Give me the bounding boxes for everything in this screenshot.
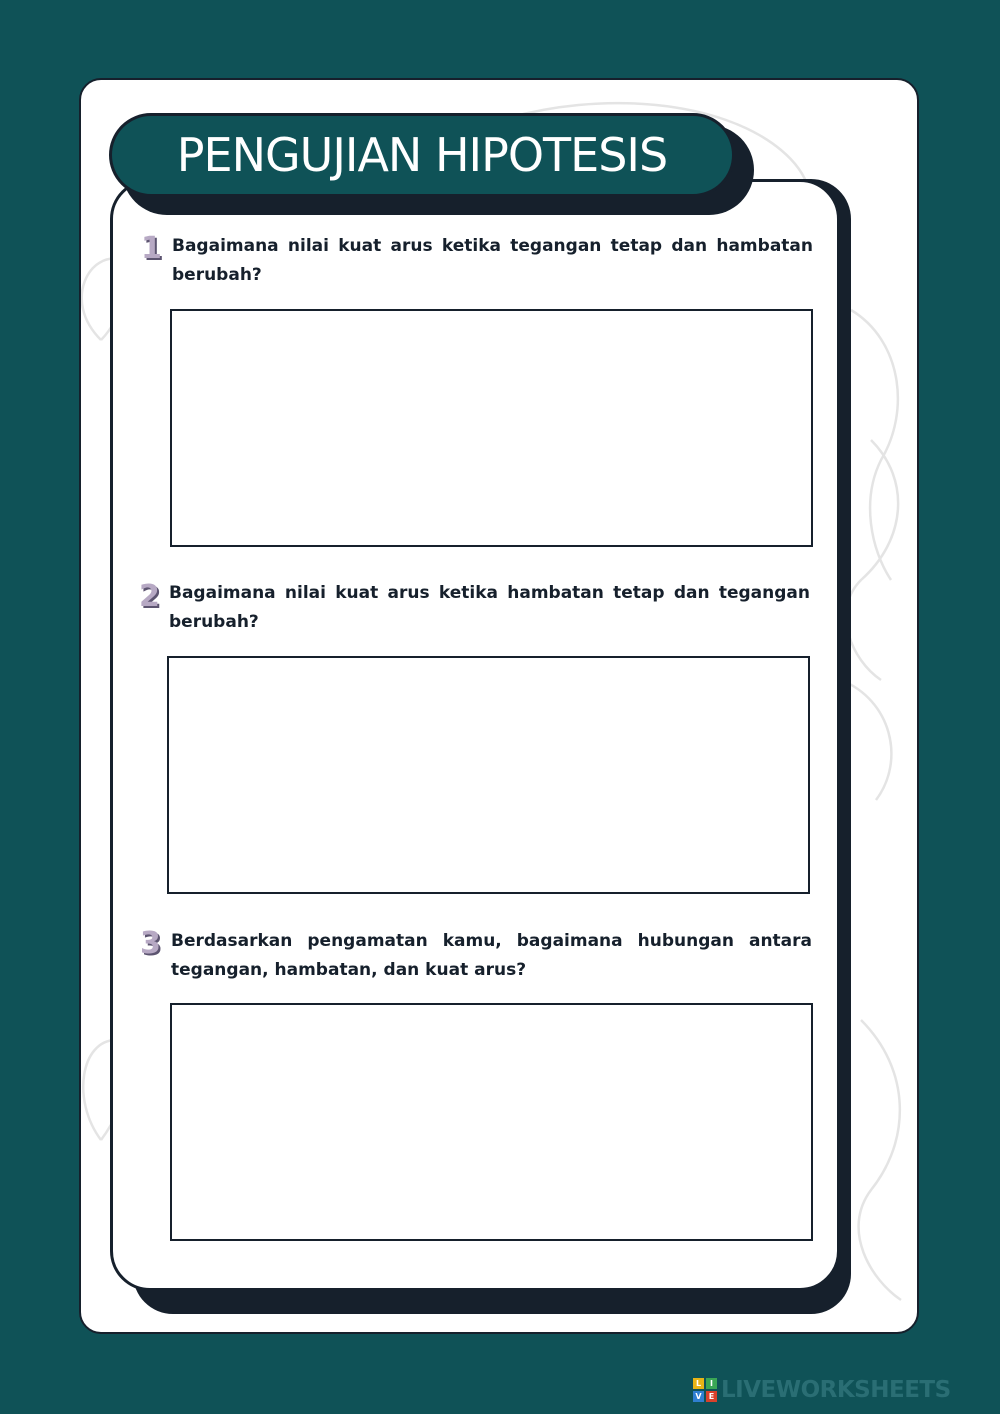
question-number-3: 3 bbox=[140, 926, 161, 961]
page-title: PENGUJIAN HIPOTESIS bbox=[176, 128, 668, 182]
title-banner bbox=[109, 113, 735, 197]
question-3-text: Berdasarkan pengamatan kamu, bagaimana hubungan antara tegangan, hambatan, dan kuat arus? bbox=[171, 931, 812, 980]
question-number-1: 1 bbox=[141, 231, 162, 266]
liveworksheets-wordmark: LIVEWORKSHEETS bbox=[721, 1377, 951, 1403]
liveworksheets-logo[interactable] bbox=[693, 1377, 951, 1403]
logo-square-e: E bbox=[706, 1391, 717, 1402]
liveworksheets-squares-icon bbox=[693, 1378, 717, 1402]
answer-box-3[interactable] bbox=[170, 1003, 813, 1241]
answer-box-1[interactable] bbox=[170, 309, 813, 547]
logo-square-v: V bbox=[693, 1391, 704, 1402]
question-2-text: Bagaimana nilai kuat arus ketika hambatan tetap dan tegangan berubah? bbox=[169, 583, 810, 632]
answer-box-2[interactable] bbox=[167, 656, 810, 894]
question-1-text: Bagaimana nilai kuat arus ketika tegangan tetap dan hambatan berubah? bbox=[172, 236, 813, 285]
question-number-2: 2 bbox=[139, 579, 160, 614]
logo-square-l: L bbox=[693, 1378, 704, 1389]
logo-square-i: I bbox=[706, 1378, 717, 1389]
